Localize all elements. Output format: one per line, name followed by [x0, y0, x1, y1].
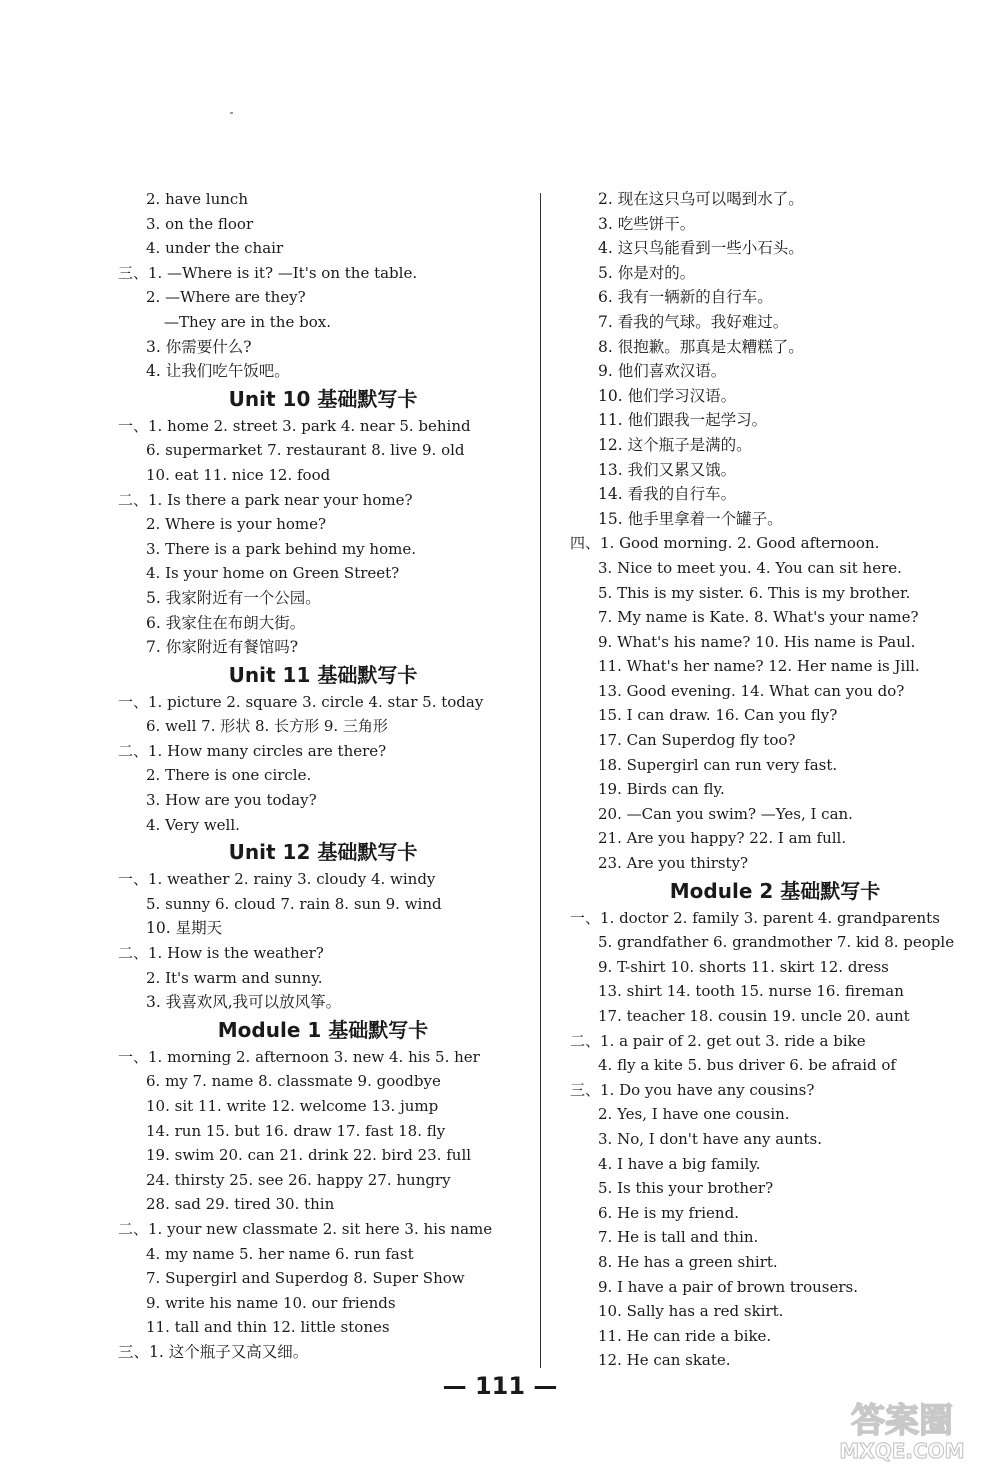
scan-speck [230, 112, 233, 114]
answer-line: 3. Nice to meet you. 4. You can sit here. [598, 558, 902, 577]
answer-line: 10. eat 11. nice 12. food [146, 465, 331, 484]
answer-line: 6. supermarket 7. restaurant 8. live 9. old [146, 441, 465, 460]
answer-line: 10. Sally has a red skirt. [598, 1302, 784, 1321]
answer-line: 一、1. home 2. street 3. park 4. near 5. behind [118, 416, 471, 435]
left-column [118, 187, 528, 1365]
answer-line: 5. 我家附近有一个公园。 [146, 588, 321, 607]
answer-line: 19. swim 20. can 21. drink 22. bird 23. full [146, 1146, 472, 1165]
answer-line: 二、1. your new classmate 2. sit here 3. his name [118, 1219, 493, 1238]
answer-line: 2. Where is your home? [146, 515, 327, 534]
answer-line: 7. Supergirl and Superdog 8. Super Show [146, 1269, 465, 1288]
answer-line: 9. What's his name? 10. His name is Paul. [598, 632, 916, 651]
answer-line: 20. —Can you swim? —Yes, I can. [598, 804, 853, 823]
answer-line: 4. under the chair [146, 239, 284, 258]
answer-line: 2. There is one circle. [146, 766, 312, 785]
answer-line: 10. sit 11. write 12. welcome 13. jump [146, 1097, 439, 1115]
answer-line: 14. 看我的自行车。 [598, 485, 737, 504]
answer-line: 5. grandfather 6. grandmother 7. kid 8. people [598, 933, 955, 952]
answer-line: 6. my 7. name 8. classmate 9. goodbye [146, 1072, 441, 1091]
answer-line: 一、1. morning 2. afternoon 3. new 4. his 5. her [118, 1047, 480, 1066]
answer-line: 二、1. How many circles are there? [118, 741, 387, 760]
answer-line: 一、1. weather 2. rainy 3. cloudy 4. windy [118, 870, 436, 889]
section-heading: Unit 11 基础默写卡 [228, 662, 418, 687]
answer-line: 11. He can ride a bike. [598, 1326, 772, 1345]
answer-line: 4. 这只鸟能看到一些小石头。 [598, 239, 804, 258]
answer-line: 四、1. Good morning. 2. Good afternoon. [570, 534, 880, 553]
section-heading: Module 1 基础默写卡 [217, 1017, 429, 1042]
watermark-text: 答案圈 [851, 1401, 953, 1441]
answer-line: 9. T-shirt 10. shorts 11. skirt 12. dress [598, 957, 889, 976]
answer-line: 3. How are you today? [146, 791, 317, 810]
answer-line: 4. Very well. [146, 815, 240, 834]
answer-line: 17. teacher 18. cousin 19. uncle 20. aunt [598, 1007, 910, 1025]
answer-line: 10. 星期天 [146, 919, 223, 938]
answer-line: 4. Is your home on Green Street? [146, 564, 400, 583]
answer-line: 7. 你家附近有餐馆吗? [146, 638, 299, 657]
answer-line: 11. 他们跟我一起学习。 [598, 411, 768, 430]
answer-line: 3. on the floor [146, 214, 254, 233]
answer-line: 13. 我们又累又饿。 [598, 460, 737, 479]
answer-line: 3. 你需要什么? [146, 337, 252, 356]
page-number: — 111 — [442, 1372, 558, 1400]
answer-line: 9. write his name 10. our friends [146, 1293, 396, 1312]
answer-line: 14. run 15. but 16. draw 17. fast 18. fly [146, 1121, 446, 1140]
answer-line: 12. 这个瓶子是满的。 [598, 435, 752, 454]
answer-line: 5. This is my sister. 6. This is my brother. [598, 583, 911, 602]
answer-line: 3. There is a park behind my home. [146, 539, 416, 558]
answer-line: 一、1. picture 2. square 3. circle 4. star 5. today [118, 692, 484, 711]
answer-line: 15. 他手里拿着一个罐子。 [598, 509, 783, 528]
column-divider [540, 193, 541, 1368]
section-heading: Module 2 基础默写卡 [669, 878, 881, 903]
answer-line: 2. 现在这只乌可以喝到水了。 [598, 190, 804, 208]
answer-line: 17. Can Superdog fly too? [598, 731, 796, 750]
answer-line: 三、1. Do you have any cousins? [570, 1080, 815, 1099]
answer-line: 13. shirt 14. tooth 15. nurse 16. fireman [598, 982, 904, 1001]
answer-line: 24. thirsty 25. see 26. happy 27. hungry [146, 1170, 451, 1189]
answer-line: 9. 他们喜欢汉语。 [598, 362, 727, 381]
answer-line: 4. I have a big family. [598, 1154, 761, 1173]
answer-line: 3. 我喜欢风,我可以放风筝。 [146, 993, 342, 1012]
answer-line: 6. 我有一辆新的自行车。 [598, 288, 773, 307]
answer-line: 3. 吃些饼干。 [598, 214, 696, 233]
answer-line: —They are in the box. [164, 312, 331, 331]
answer-line: 6. well 7. 形状 8. 长方形 9. 三角形 [146, 717, 388, 736]
answer-line: 18. Supergirl can run very fast. [598, 755, 838, 774]
answer-line: 2. Yes, I have one cousin. [598, 1105, 790, 1124]
answer-line: 15. I can draw. 16. Can you fly? [598, 706, 838, 725]
answer-line: 19. Birds can fly. [598, 780, 725, 799]
answer-line: 8. He has a green shirt. [598, 1252, 778, 1271]
answer-line: 二、1. a pair of 2. get out 3. ride a bike [570, 1031, 866, 1050]
answer-line: 4. fly a kite 5. bus driver 6. be afraid of [598, 1056, 896, 1075]
answer-line: 7. 看我的气球。我好难过。 [598, 312, 789, 331]
answer-line: 二、1. Is there a park near your home? [118, 490, 413, 509]
answer-line: 23. Are you thirsty? [598, 854, 749, 873]
answer-line: 二、1. How is the weather? [118, 944, 324, 963]
answer-line: 2. —Where are they? [146, 288, 306, 307]
answer-line: 5. Is this your brother? [598, 1179, 774, 1198]
section-heading: Unit 10 基础默写卡 [228, 386, 418, 411]
answer-line: 8. 很抱歉。那真是太糟糕了。 [598, 337, 804, 356]
answer-line: 5. sunny 6. cloud 7. rain 8. sun 9. wind [146, 894, 442, 913]
answer-line: 6. 我家住在布朗大街。 [146, 613, 306, 632]
answer-line: 21. Are you happy? 22. I am full. [598, 829, 847, 848]
answer-line: 10. 他们学习汉语。 [598, 386, 737, 405]
answer-line: 4. 让我们吃午饭吧。 [146, 362, 290, 381]
answer-line: 5. 你是对的。 [598, 263, 696, 282]
answer-line: 12. He can skate. [598, 1351, 731, 1370]
answer-line: 13. Good evening. 14. What can you do? [598, 681, 905, 700]
answer-line: 三、1. 这个瓶子又高又细。 [118, 1342, 309, 1361]
answer-line: 7. He is tall and thin. [598, 1228, 759, 1247]
answer-line: 28. sad 29. tired 30. thin [146, 1195, 335, 1214]
section-heading: Unit 12 基础默写卡 [228, 840, 418, 865]
right-column [570, 187, 980, 1373]
watermark-url: MXQE.COM [839, 1439, 965, 1462]
answer-line: 2. It's warm and sunny. [146, 968, 323, 987]
watermark-logo [812, 1392, 992, 1462]
answer-line: 7. My name is Kate. 8. What's your name? [598, 608, 919, 627]
answer-line: 一、1. doctor 2. family 3. parent 4. grandparents [570, 908, 940, 927]
answer-line: 4. my name 5. her name 6. run fast [146, 1244, 414, 1263]
answer-line: 2. have lunch [146, 190, 248, 208]
answer-line: 11. tall and thin 12. little stones [146, 1318, 390, 1337]
answer-line: 11. What's her name? 12. Her name is Jill. [598, 657, 920, 676]
answer-line: 9. I have a pair of brown trousers. [598, 1277, 859, 1296]
answer-line: 3. No, I don't have any aunts. [598, 1129, 823, 1148]
answer-line: 三、1. —Where is it? —It's on the table. [118, 263, 418, 282]
answer-line: 6. He is my friend. [598, 1203, 739, 1222]
